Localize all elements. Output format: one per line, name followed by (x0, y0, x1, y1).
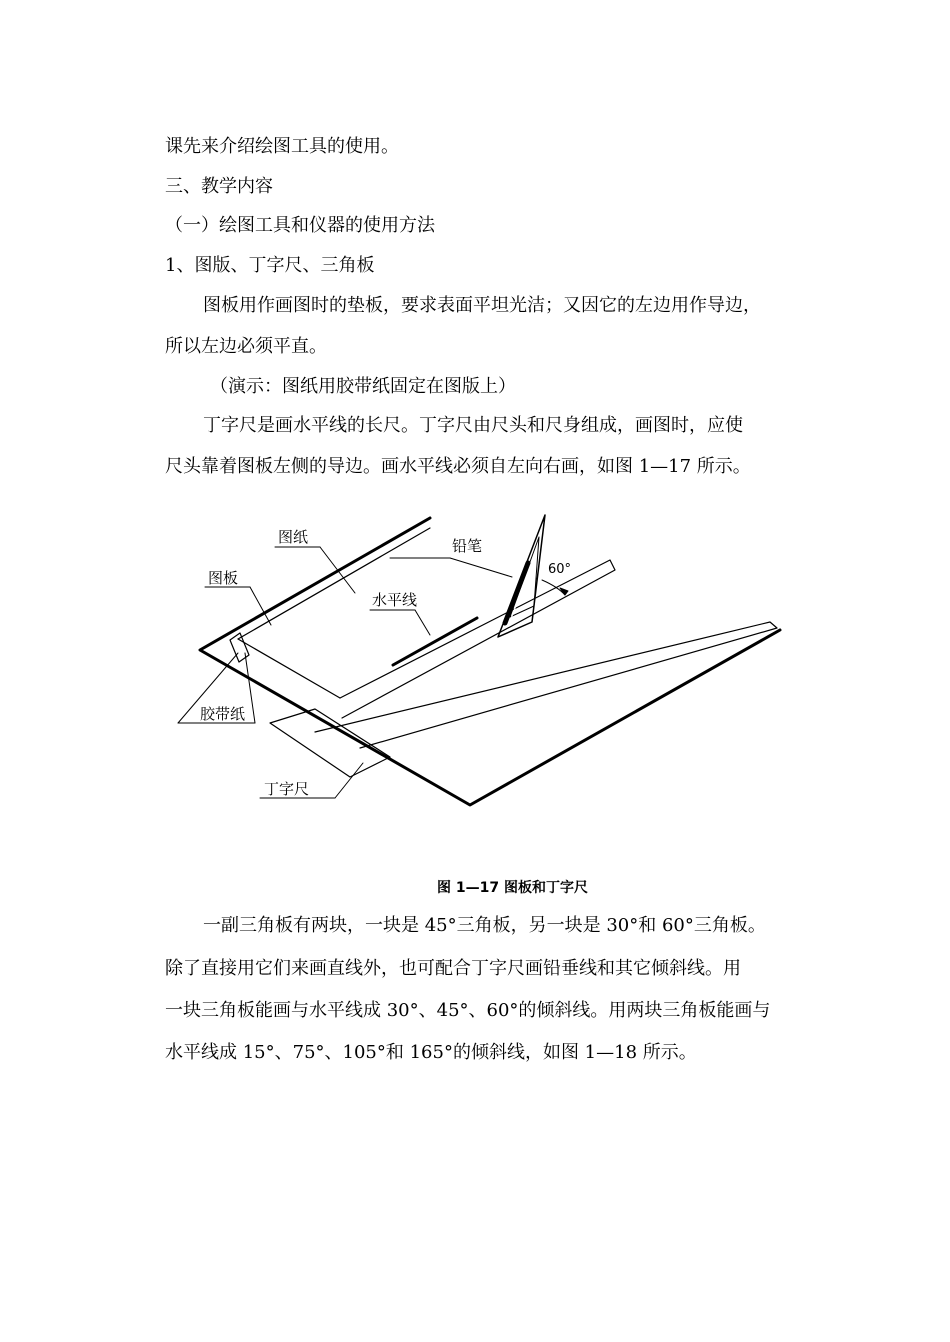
label-horizontal-line: 水平线 (372, 591, 418, 609)
tsquare-blade-lower (315, 622, 777, 748)
paragraph-triangles-line4: 水平线成 15°、75°、105°和 165°的倾斜线，如图 1—18 所示。 (165, 1042, 697, 1063)
board-outline (200, 518, 780, 805)
section-heading: 三、教学内容 (165, 176, 273, 197)
tsquare-blade (340, 560, 615, 718)
paragraph-board-line2: 所以左边必须平直。 (165, 336, 327, 357)
paragraph-demo: （演示：图纸用胶带纸固定在图版上） (210, 376, 516, 397)
label-board: 图板 (208, 569, 239, 587)
leader-paper (320, 547, 355, 593)
label-tape: 胶带纸 (200, 705, 246, 723)
paper-left-edge (238, 639, 340, 698)
label-angle: 60° (548, 562, 572, 577)
paragraph-tsquare-line1: 丁字尺是画水平线的长尺。丁字尺由尺头和尺身组成，画图时，应使 (203, 415, 743, 436)
paragraph-board-line1: 图板用作画图时的垫板，要求表面平坦光洁；又因它的左边用作导边， (203, 295, 761, 316)
paragraph-triangles-line3: 一块三角板能画与水平线成 30°、45°、60°的倾斜线。用两块三角板能画与 (165, 1000, 771, 1021)
paper-top-edge (238, 528, 430, 639)
subsection-heading: （一）绘图工具和仪器的使用方法 (165, 215, 435, 236)
label-pencil: 铅笔 (452, 537, 483, 555)
item-heading: 1、图版、丁字尺、三角板 (165, 255, 375, 276)
paragraph-triangles-line2: 除了直接用它们来画直线外，也可配合丁字尺画铅垂线和其它倾斜线。用 (165, 958, 741, 979)
leader-tsquare (335, 763, 363, 798)
horizontal-line-drawn (393, 618, 477, 665)
figure-board-and-tsquare (160, 505, 800, 825)
leader-pencil (450, 558, 512, 577)
label-paper: 图纸 (278, 528, 309, 546)
label-tsquare: 丁字尺 (264, 780, 310, 798)
tsquare-head (270, 709, 390, 777)
paragraph-tsquare-line2: 尺头靠着图板左侧的导边。画水平线必须自左向右画，如图 1—17 所示。 (165, 456, 751, 477)
paragraph-triangles-line1: 一副三角板有两块，一块是 45°三角板，另一块是 30°和 60°三角板。 (203, 915, 766, 936)
figure-caption: 图 1—17 图板和丁字尺 (437, 880, 588, 896)
leader-horizontal (415, 610, 430, 635)
paragraph-intro: 课先来介绍绘图工具的使用。 (165, 136, 399, 157)
